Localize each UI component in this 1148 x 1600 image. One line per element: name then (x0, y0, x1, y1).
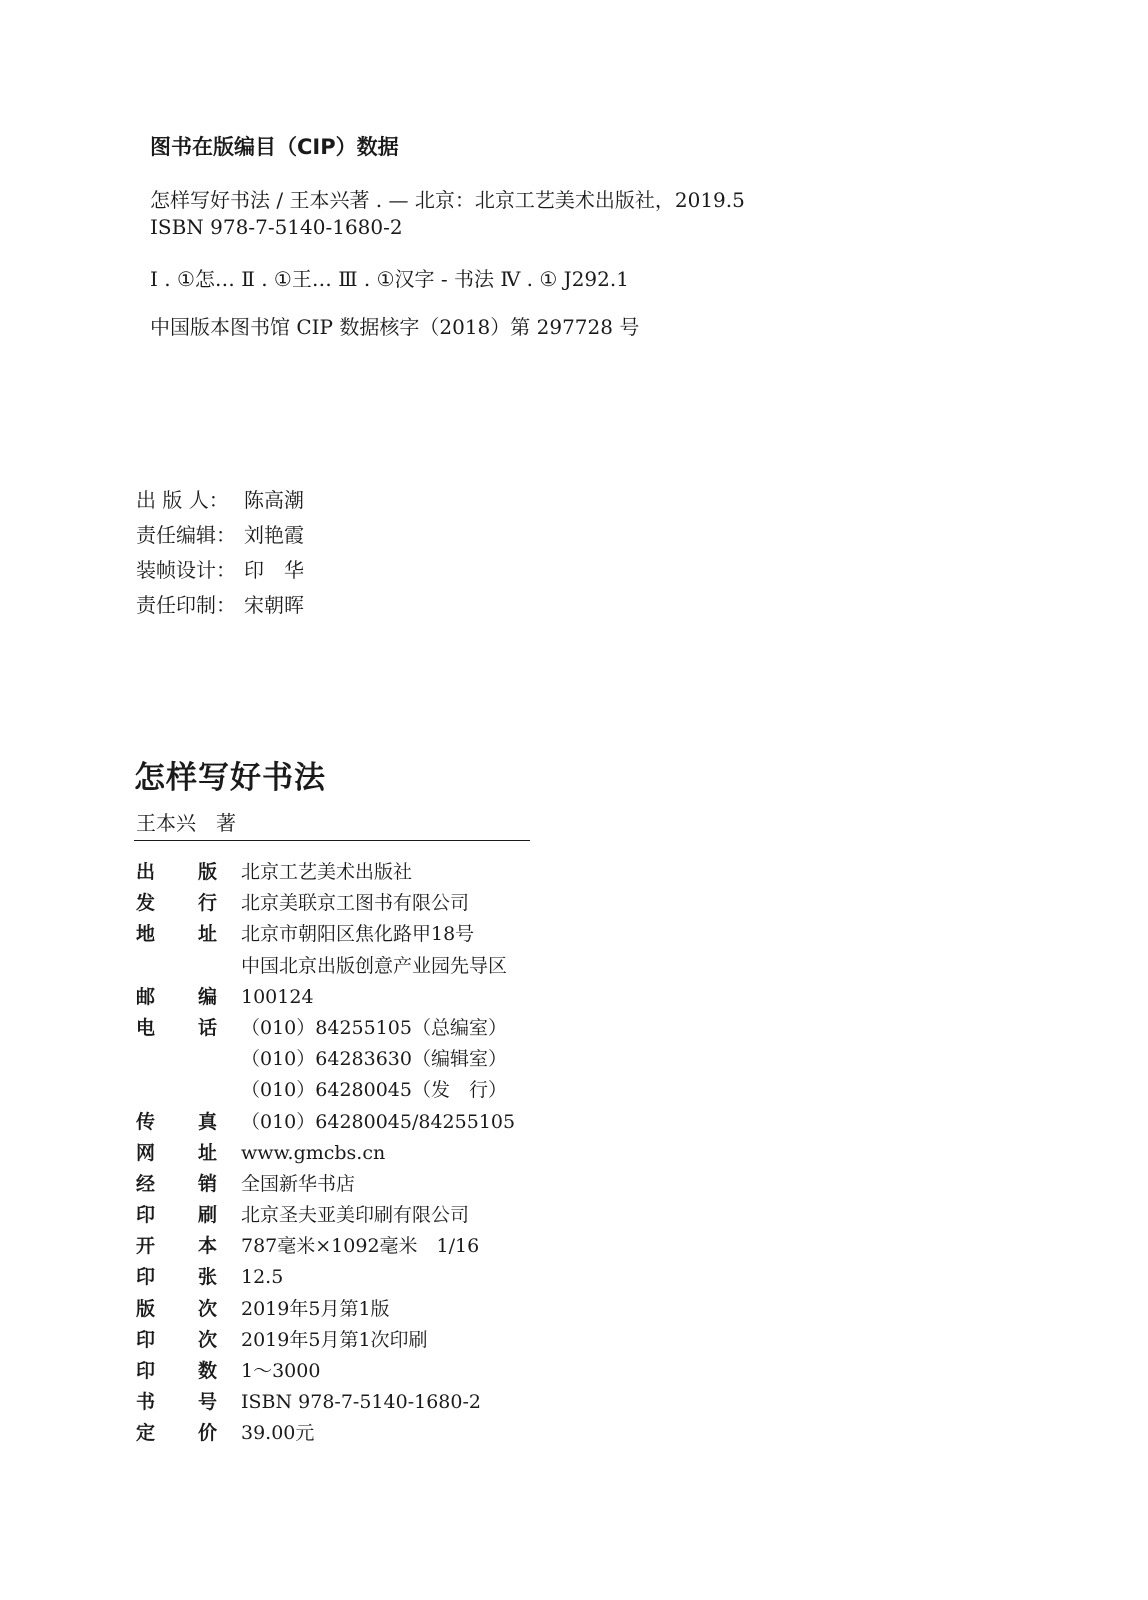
cip-heading: 图书在版编目（CIP）数据 (150, 135, 399, 159)
staff-label: 责任印制： (136, 593, 236, 617)
staff-row-editor (136, 519, 304, 548)
staff-value: 印 华 (244, 558, 304, 582)
spec-key-char: 销 (198, 1172, 218, 1195)
spec-value: 北京工艺美术出版社 (241, 861, 413, 883)
spec-key-char: 定 (136, 1422, 156, 1445)
spec-key-char: 刷 (198, 1204, 218, 1227)
spec-key-char: 次 (198, 1328, 218, 1351)
staff-row-designer (136, 554, 304, 583)
spec-value: 北京美联京工图书有限公司 (241, 892, 470, 915)
spec-key-char: 数 (198, 1360, 218, 1382)
spec-key-char: 书 (136, 1391, 156, 1414)
spec-key-char: 经 (136, 1172, 156, 1195)
title-divider (134, 840, 530, 841)
spec-key-char: 发 (136, 892, 156, 915)
spec-value: 1～3000 (241, 1360, 321, 1382)
spec-key-char: 号 (198, 1391, 218, 1414)
staff-row-publisher (136, 484, 304, 513)
spec-value: 39.00元 (241, 1422, 315, 1445)
spec-key-char: 电 (136, 1016, 156, 1039)
spec-value: 100124 (241, 985, 314, 1008)
spec-key-char: 印 (136, 1328, 156, 1351)
spec-value: （010）84255105（总编室） (241, 1016, 507, 1039)
spec-value: 北京圣夫亚美印刷有限公司 (241, 1204, 470, 1227)
spec-value: 中国北京出版创意产业园先导区 (241, 954, 508, 977)
staff-value: 宋朝晖 (244, 593, 304, 617)
spec-key-char: 网 (136, 1141, 156, 1164)
spec-key-char: 地 (136, 923, 156, 946)
staff-label: 出 版 人： (136, 488, 229, 512)
spec-value: （010）64280045/84255105 (241, 1110, 516, 1133)
cip-verification-line: 中国版本图书馆 CIP 数据核字（2018）第 297728 号 (150, 315, 640, 339)
staff-label: 装帧设计： (136, 558, 236, 582)
spec-value: 787毫米×1092毫米 1/16 (241, 1235, 480, 1258)
spec-value: 2019年5月第1次印刷 (241, 1328, 428, 1351)
spec-value: （010）64280045（发 行） (241, 1079, 507, 1102)
staff-row-printing-supervisor (136, 589, 304, 618)
spec-key-char: 真 (198, 1110, 218, 1133)
spec-key-char: 印 (136, 1266, 156, 1289)
spec-key-char: 址 (198, 923, 218, 946)
cip-isbn-line: ISBN 978-7-5140-1680-2 (150, 215, 403, 239)
cip-classification-line: Ⅰ . ①怎… Ⅱ . ①王… Ⅲ . ①汉字 - 书法 Ⅳ . ① J292.1 (150, 267, 629, 291)
spec-value: （010）64283630（编辑室） (241, 1048, 507, 1071)
book-title: 怎样写好书法 (134, 760, 326, 796)
spec-key-char: 印 (136, 1204, 156, 1227)
staff-label: 责任编辑： (136, 523, 236, 547)
spec-key-char: 传 (136, 1110, 156, 1133)
spec-key-char: 话 (198, 1016, 218, 1039)
spec-key-char: 版 (198, 861, 218, 883)
spec-key-char: 本 (198, 1235, 218, 1258)
spec-key-char: 价 (198, 1422, 218, 1445)
staff-value: 陈高潮 (244, 488, 304, 512)
spec-key-char: 址 (198, 1141, 218, 1164)
book-author: 王本兴 著 (136, 811, 236, 835)
spec-key-char: 张 (198, 1266, 218, 1289)
spec-value: www.gmcbs.cn (241, 1141, 386, 1164)
spec-value: ISBN 978-7-5140-1680-2 (241, 1391, 481, 1414)
spec-value: 北京市朝阳区焦化路甲18号 (241, 923, 475, 946)
spec-key-char: 开 (136, 1235, 156, 1258)
spec-value: 12.5 (241, 1266, 284, 1289)
spec-key-char: 次 (198, 1297, 218, 1320)
spec-key-char: 行 (198, 892, 218, 915)
spec-key-char: 编 (198, 985, 218, 1008)
spec-key-char: 邮 (136, 985, 156, 1008)
spec-value: 2019年5月第1版 (241, 1297, 390, 1320)
staff-value: 刘艳霞 (244, 523, 304, 547)
spec-value: 全国新华书店 (241, 1172, 356, 1195)
cip-catalog-line: 怎样写好书法 / 王本兴著 . — 北京：北京工艺美术出版社，2019.5 (150, 188, 745, 212)
spec-key-char: 印 (136, 1360, 156, 1382)
spec-key-char: 出 (136, 861, 156, 883)
spec-key-char: 版 (136, 1297, 156, 1320)
